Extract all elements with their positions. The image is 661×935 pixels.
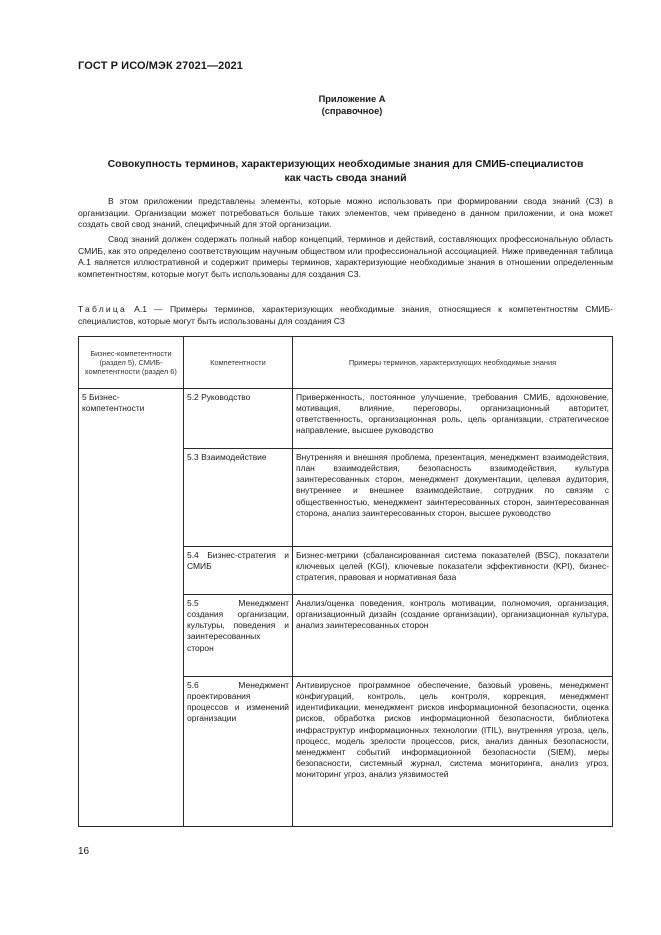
- group-cell: 5 Бизнес-компетентности: [79, 389, 184, 827]
- page-number: 16: [78, 846, 90, 857]
- terms-cell: Внутренняя и внешняя проблема, презентация, менеджмент взаимодействия, план взаимодействия, безопасность взаимодействия, культура заинтересованных сторон, менеджмент документации, целевая аудитория, внутреннее и внешнее взаимодействие, сотрудник по связям с общественностью, менеджмент заинтересованных сторон, заинтересованная сторона, анализ заинтересованных сторон, высшее руководство: [293, 449, 613, 547]
- competence-cell: 5.2 Руководство: [184, 389, 293, 449]
- competence-cell: 5.4 Бизнес-стратегия и СМИБ: [184, 547, 293, 595]
- terms-cell: Антивирусное программное обеспечение, базовый уровень, менеджмент конфигураций, контроль, цель контроля, коррекция, менеджмент идентификации, менеджмент рисков информационной безопасности, оценка рисков, обработка рисков информационной безопасности, библиотека инфраструктур информационных технологии (ITIL), внутренняя угроза, цель, процесс, модель зрелости процессов, риск, анализ данных безопасности, менеджмент событий информационной безопасности (SIEM), меры безопасности, системный журнал, система мониторинга, анализ угроз, мониторинг угроз, анализ уязвимостей: [293, 677, 613, 827]
- table-caption-text: А.1 — Примеры терминов, характеризующих необходимые знания, относящиеся к компетентностям СМИБ-специалистов, которые могут быть использованы для создания СЗ: [78, 304, 613, 326]
- table-header-row: [79, 337, 613, 389]
- intro-paragraph-1: В этом приложении представлены элементы, которые можно использовать при формировании свода знаний (СЗ) в организации. Организации может потребоваться больше таких элементов, чем приведено в данном приложении, и она может создать свой свод знаний, специфичный для этой организации.: [78, 196, 613, 230]
- annex-title: Приложение А: [318, 94, 386, 104]
- competence-cell: 5.3 Взаимодействие: [184, 449, 293, 547]
- competence-cell: 5.6 Менеджмент проектирования процессов и изменений организации: [184, 677, 293, 827]
- standard-header: ГОСТ Р ИСО/МЭК 27021—2021: [78, 60, 243, 72]
- section-title-line-2: как часть свода знаний: [284, 172, 407, 184]
- header-competences: Компетентности: [184, 337, 293, 389]
- table-caption: [78, 304, 613, 327]
- terms-cell: Анализ/оценка поведения, контроль мотивации, полномочия, организация, организационный дизайн (создание организации), организационная культура, анализ заинтересованных сторон: [293, 595, 613, 677]
- terms-table: [78, 336, 613, 827]
- table-row: [79, 389, 613, 449]
- table-caption-label: Таблица: [78, 304, 127, 314]
- intro-paragraph-2: Свод знаний должен содержать полный набор концепций, терминов и действий, составляющих профессиональную область СМИБ, как это определено соответствующим научным обществом или профессиональной ассоциацией. Ниже приведенная таблица А.1 является иллюстративной и содержит примеры терминов, характеризующие необходимые знания в отношении определенным компетентностям, которые могут быть использованы для создания СЗ.: [78, 234, 613, 279]
- section-title-line-1: Совокупность терминов, характеризующих необходимые знания для СМИБ-специалистов: [107, 158, 584, 170]
- header-terms: Примеры терминов, характеризующих необходимые знания: [293, 337, 613, 389]
- annex-note: (справочное): [321, 106, 383, 116]
- header-business-competences: Бизнес-компетентности (раздел 5), СМИБ-компетентности (раздел 6): [79, 337, 184, 389]
- terms-cell: Приверженность, постоянное улучшение, требования СМИБ, вдохновение, мотивация, влияние, переговоры, организационный авторитет, ответственность, организационная роль, цель организации, стратегическое направление, высшее руководство: [293, 389, 613, 449]
- terms-cell: Бизнес-метрики (сбалансированная система показателей (BSC), показатели ключевых целей (KGI), ключевые показатели эффективности (KPI), бизнес-стратегия, правовая и нормативная база: [293, 547, 613, 595]
- competence-cell: 5.5 Менеджмент создания организации, культуры, поведения и заинтересованных сторон: [184, 595, 293, 677]
